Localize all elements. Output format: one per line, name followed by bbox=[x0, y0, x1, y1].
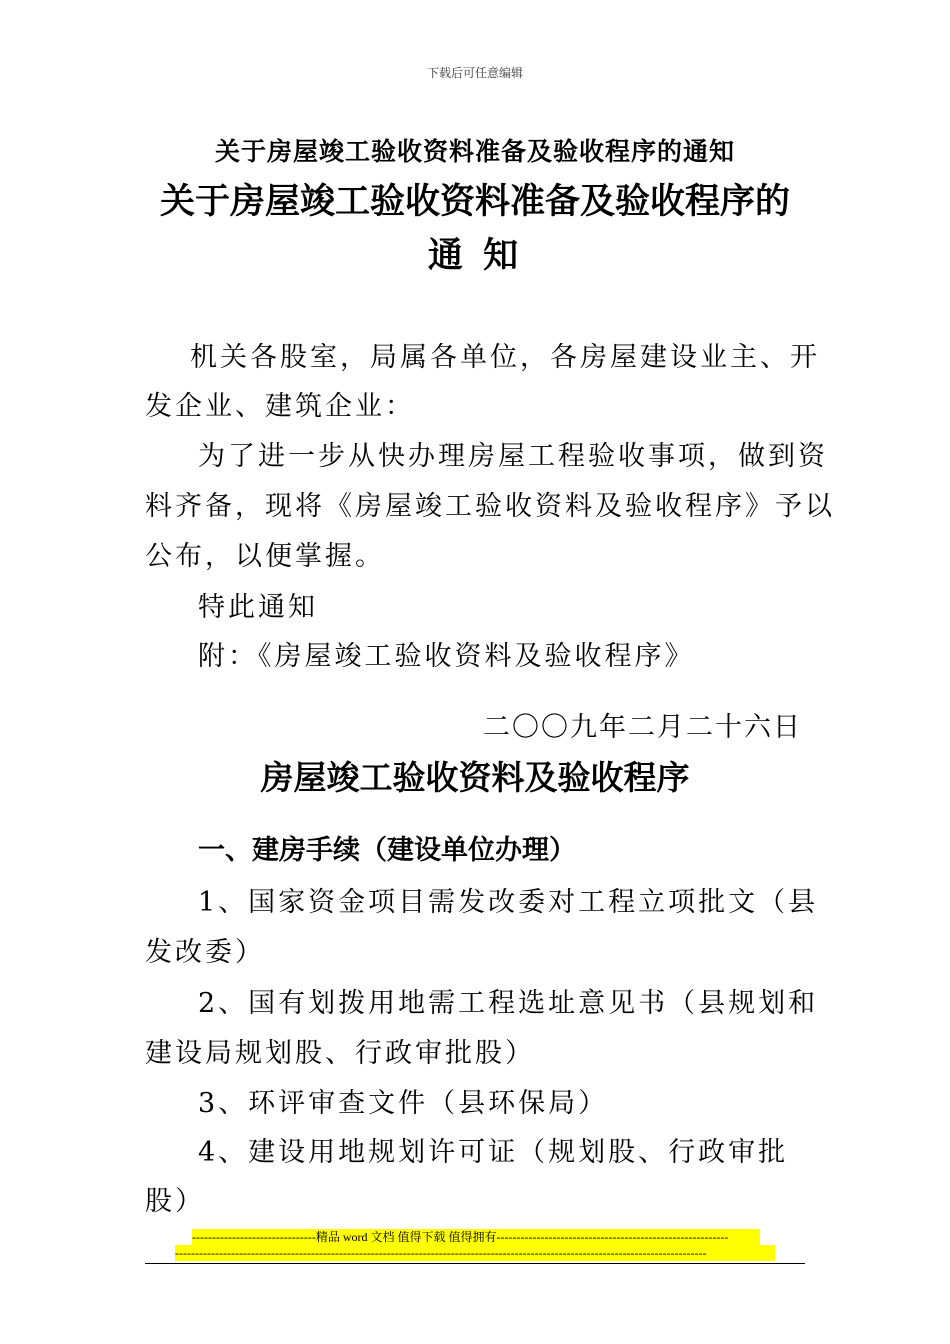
main-title-line-1: 关于房屋竣工验收资料准备及验收程序的 bbox=[159, 181, 790, 222]
addressee-line-2: 发企业、建筑企业： bbox=[145, 391, 415, 422]
main-title-line-2: 通 知 bbox=[427, 235, 523, 276]
body-line-1: 为了进一步从快办理房屋工程验收事项，做到资 bbox=[198, 441, 828, 472]
section-title: 房屋竣工验收资料及验收程序 bbox=[260, 758, 690, 797]
item-4-line-2: 股） bbox=[145, 1186, 205, 1217]
item-1-line-2: 发改委） bbox=[145, 937, 265, 968]
item-1-line-1: 1、国家资金项目需发改委对工程立项批文（县 bbox=[198, 887, 819, 918]
item-4-line-1: 4、建设用地规划许可证（规划股、行政审批 bbox=[198, 1137, 789, 1168]
item-3-line-1: 3、环评审查文件（县环保局） bbox=[198, 1088, 609, 1119]
item-2-line-1: 2、国有划拨用地需工程选址意见书（县规划和 bbox=[198, 988, 819, 1019]
addressee-line-1: 机关各股室，局属各单位，各房屋建设业主、开 bbox=[190, 342, 820, 373]
body-line-2: 料齐备，现将《房屋竣工验收资料及验收程序》予以 bbox=[145, 491, 835, 522]
small-title: 关于房屋竣工验收资料准备及验收程序的通知 bbox=[214, 137, 735, 166]
footer-banner-line-2: ------------------------------------------------------------------------------------------------------------------------------------- bbox=[175, 1245, 775, 1261]
body-line-3: 公布，以便掌握。 bbox=[145, 541, 385, 572]
attachment-line: 附：《房屋竣工验收资料及验收程序》 bbox=[198, 641, 695, 672]
header-note: 下载后可任意编辑 bbox=[426, 66, 523, 80]
special-notice: 特此通知 bbox=[198, 592, 318, 623]
footer-banner-line-1: -------------------------------精品 word 文档 值得下载 值得拥有---------------------------------------------------------- bbox=[192, 1229, 760, 1245]
heading-1: 一、建房手续（建设单位办理） bbox=[198, 835, 576, 866]
item-2-line-2: 建设局规划股、行政审批股） bbox=[145, 1038, 535, 1069]
date-line: 二〇〇九年二月二十六日 bbox=[483, 712, 802, 743]
footer-rule bbox=[145, 1263, 805, 1264]
